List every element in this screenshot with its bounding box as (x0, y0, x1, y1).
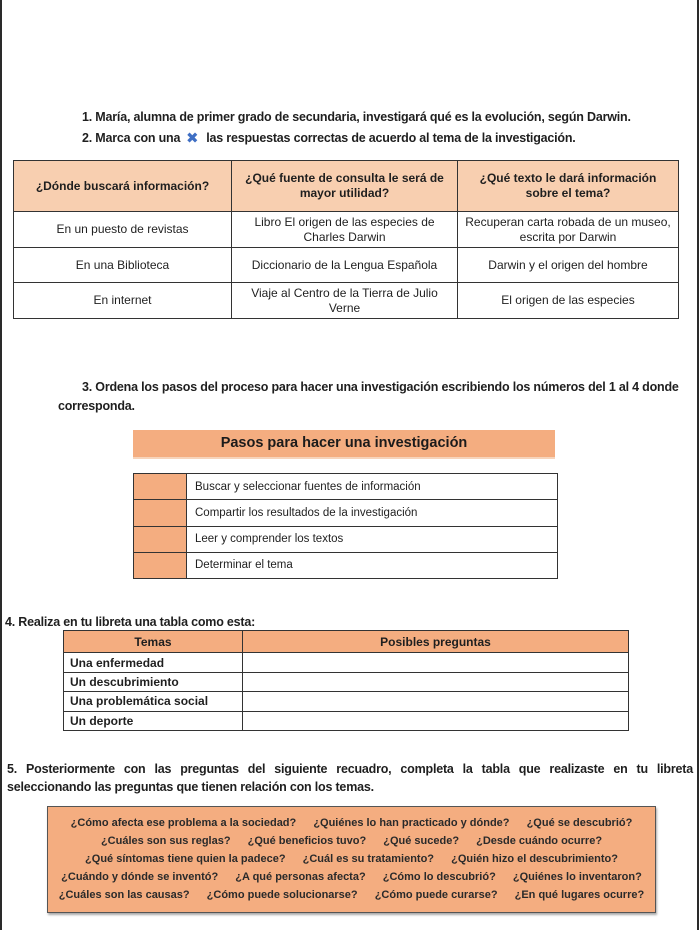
instruction-3-line1: 3. Ordena los pasos del proceso para hacer una investigación escribiendo los números del 1 al 4 donde (82, 380, 679, 394)
answer-cell[interactable]: En internet (14, 283, 232, 319)
instruction-2-after: las respuestas correctas de acuerdo al tema de la investigación. (206, 131, 576, 145)
table-row (64, 672, 629, 691)
step-row (134, 552, 558, 578)
questions-cell[interactable] (243, 672, 629, 691)
topic-cell: Una enfermedad (64, 653, 243, 672)
step-row (134, 526, 558, 552)
steps-table (133, 473, 558, 579)
questions-cell[interactable] (243, 692, 629, 711)
questions-line (48, 889, 655, 901)
instruction-1: 1. María, alumna de primer grado de secundaria, investigará qué es la evolución, según Darwin. (82, 110, 631, 124)
table-header-row (14, 161, 679, 212)
table-row (14, 248, 679, 283)
instruction-3-line2: corresponda. (58, 399, 135, 413)
step-row (134, 474, 558, 500)
topic-cell: Una problemática social (64, 692, 243, 711)
instruction-5-line2: seleccionando las preguntas que tienen relación con los temas. (7, 780, 374, 794)
question-item: ¿Qué sucede? (383, 835, 460, 847)
question-item: ¿En qué lugares ocurre? (514, 889, 645, 901)
table-header-row (64, 631, 629, 653)
step-number-field[interactable] (134, 500, 187, 526)
question-item: ¿Cuándo y dónde se inventó? (61, 871, 219, 883)
question-item: ¿Cuáles son las causas? (58, 889, 190, 901)
blue-x-mark-icon: ✖ (186, 130, 199, 147)
header-questions: Posibles preguntas (243, 631, 629, 653)
header-topics: Temas (64, 631, 243, 653)
header-text: ¿Qué texto le dará información sobre el tema? (458, 161, 679, 212)
topic-cell: Un deporte (64, 711, 243, 730)
questions-line (48, 835, 655, 847)
answer-cell[interactable]: Diccionario de la Lengua Española (232, 248, 458, 283)
topic-cell: Un descubrimiento (64, 672, 243, 691)
question-item: ¿Quiénes lo inventaron? (512, 871, 642, 883)
answer-cell[interactable]: Recuperan carta robada de un museo, escrita por Darwin (458, 212, 679, 248)
research-sources-table (13, 160, 679, 319)
table-row (14, 212, 679, 248)
question-item: ¿Cuáles son sus reglas? (100, 835, 231, 847)
question-item: ¿Cómo puede solucionarse? (206, 889, 358, 901)
step-text: Determinar el tema (187, 552, 558, 578)
question-item: ¿Qué beneficios tuvo? (247, 835, 367, 847)
answer-cell[interactable]: Viaje al Centro de la Tierra de Julio Verne (232, 283, 458, 319)
question-item: ¿Quiénes lo han practicado y dónde? (313, 817, 510, 829)
question-item: ¿A qué personas afecta? (235, 871, 366, 883)
question-item: ¿Quién hizo el descubrimiento? (451, 853, 618, 865)
question-item: ¿Desde cuándo ocurre? (476, 835, 603, 847)
table-row (64, 692, 629, 711)
step-text: Buscar y seleccionar fuentes de información (187, 474, 558, 500)
questions-cell[interactable] (243, 653, 629, 672)
answer-cell[interactable]: El origen de las especies (458, 283, 679, 319)
step-number-field[interactable] (134, 552, 187, 578)
question-item: ¿Cuál es su tratamiento? (302, 853, 435, 865)
question-item: ¿Cómo lo descubrió? (382, 871, 496, 883)
questions-line (48, 817, 655, 829)
page-border-left (0, 0, 2, 930)
step-number-field[interactable] (134, 474, 187, 500)
answer-cell[interactable]: Darwin y el origen del hombre (458, 248, 679, 283)
table-row (64, 711, 629, 730)
answer-cell[interactable]: En una Biblioteca (14, 248, 232, 283)
table-row (64, 653, 629, 672)
step-text: Compartir los resultados de la investigación (187, 500, 558, 526)
table-row (14, 283, 679, 319)
answer-cell[interactable]: En un puesto de revistas (14, 212, 232, 248)
question-item: ¿Cómo afecta ese problema a la sociedad? (70, 817, 297, 829)
steps-title: Pasos para hacer una investigación (133, 430, 555, 459)
questions-line (48, 853, 655, 865)
answer-cell[interactable]: Libro El origen de las especies de Charles Darwin (232, 212, 458, 248)
page-border-right (697, 0, 699, 930)
header-source: ¿Qué fuente de consulta le será de mayor utilidad? (232, 161, 458, 212)
header-where: ¿Dónde buscará información? (14, 161, 232, 212)
question-item: ¿Cómo puede curarse? (374, 889, 498, 901)
topics-questions-table (63, 630, 629, 731)
questions-box (47, 806, 656, 913)
question-item: ¿Qué se descubrió? (526, 817, 633, 829)
step-text: Leer y comprender los textos (187, 526, 558, 552)
questions-line (48, 871, 655, 883)
instruction-2-before: 2. Marca con una (82, 131, 181, 145)
step-row (134, 500, 558, 526)
instruction-2 (82, 129, 576, 147)
question-item: ¿Qué síntomas tiene quien la padece? (85, 853, 286, 865)
step-number-field[interactable] (134, 526, 187, 552)
questions-cell[interactable] (243, 711, 629, 730)
instruction-4: 4. Realiza en tu libreta una tabla como esta: (5, 615, 256, 629)
instruction-5-line1: 5. Posteriormente con las preguntas del siguiente recuadro, completa la tabla que realizaste en tu libreta (7, 762, 693, 776)
